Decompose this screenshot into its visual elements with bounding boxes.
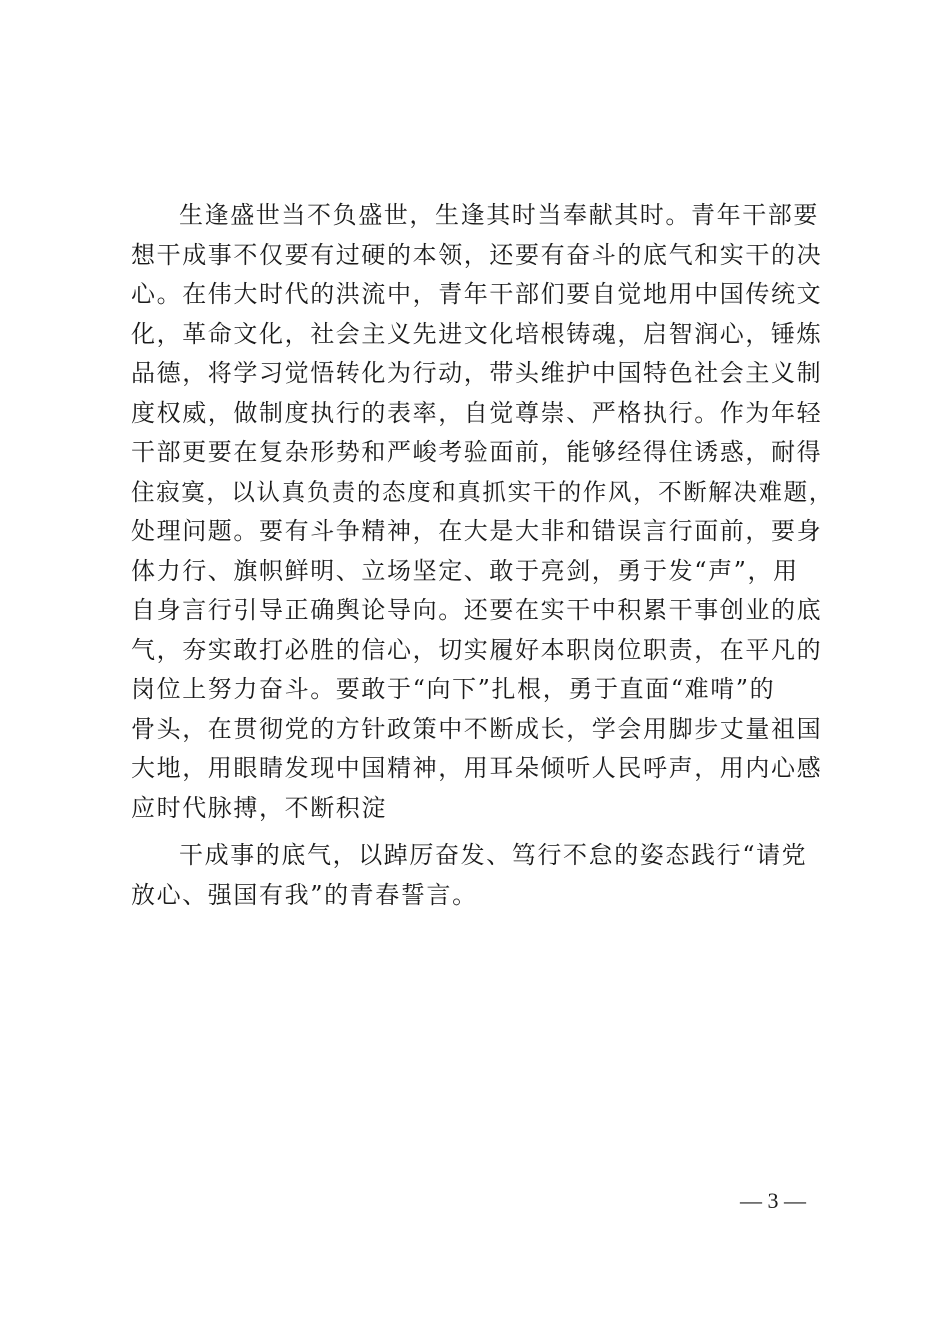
paragraph-1-line-2: 想干成事不仅要有过硬的本领，还要有奋斗的底气和实干的决 bbox=[131, 240, 823, 269]
body-text bbox=[131, 196, 843, 915]
paragraph-1-line-8: 住寂寞，以认真负责的态度和真抓实干的作风，不断解决难题， bbox=[131, 477, 834, 506]
paragraph-1-line-3: 心。在伟大时代的洪流中，青年干部们要自觉地用中国传统文 bbox=[131, 280, 823, 308]
paragraph-1-line-5: 品德，将学习觉悟转化为行动，带头维护中国特色社会主义制 bbox=[131, 359, 823, 387]
paragraph-1-line-11: 自身言行引导正确舆论导向。还要在实干中积累干事创业的底 bbox=[131, 596, 823, 624]
paragraph-1-line-10: 体力行、旗帜鲜明、立场坚定、敢于亮剑，勇于发“声”，用 bbox=[131, 556, 799, 585]
paragraph-1-line-4: 化，革命文化，社会主义先进文化培根铸魂，启智润心，锤炼 bbox=[131, 319, 823, 348]
paragraph-1-line-6: 度权威，做制度执行的表率，自觉尊崇、严格执行。作为年轻 bbox=[131, 398, 823, 427]
paragraph-2-line-2: 放心、强国有我”的青春誓言。 bbox=[131, 880, 478, 909]
paragraph-1-line-14: 骨头，在贯彻党的方针政策中不断成长，学会用脚步丈量祖国 bbox=[131, 714, 823, 743]
paragraph-1-line-13: 岗位上努力奋斗。要敢于“向下”扎根，勇于直面“难啃”的 bbox=[131, 675, 776, 703]
paragraph-2-line-1: 干成事的底气，以踔厉奋发、笃行不怠的姿态践行“请党 bbox=[179, 841, 808, 869]
paragraph-1-line-16: 应时代脉搏，不断积淀 bbox=[131, 793, 387, 822]
paragraph-1-line-7: 干部更要在复杂形势和严峻考验面前，能够经得住诱惑，耐得 bbox=[131, 438, 823, 466]
paragraph-1-line-9: 处理问题。要有斗争精神，在大是大非和错误言行面前，要身 bbox=[131, 517, 823, 545]
paragraph-1-line-12: 气，夯实敢打必胜的信心，切实履好本职岗位职责，在平凡的 bbox=[131, 635, 823, 664]
paragraph-1-line-15: 大地，用眼睛发现中国精神，用耳朵倾听人民呼声，用内心感 bbox=[131, 754, 823, 782]
paragraph-1-line-1: 生逢盛世当不负盛世，生逢其时当奉献其时。青年干部要 bbox=[179, 201, 819, 229]
page-number: — 3 — bbox=[740, 1188, 806, 1213]
